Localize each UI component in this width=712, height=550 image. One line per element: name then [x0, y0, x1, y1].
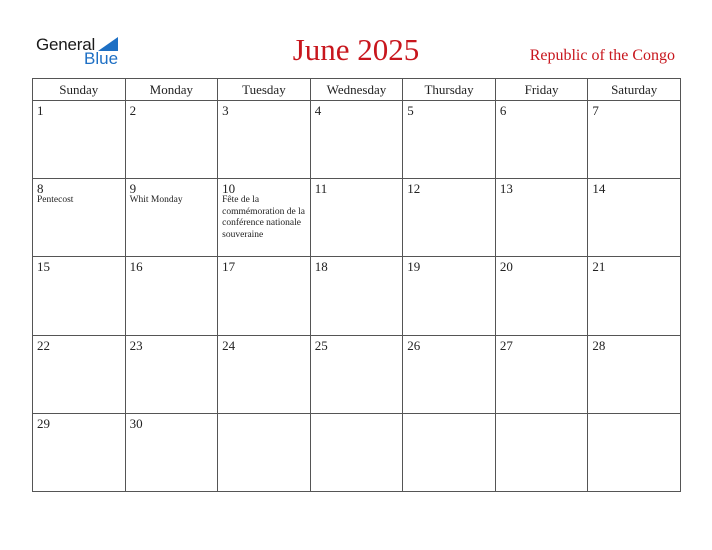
day-number: 17 [222, 259, 236, 275]
day-cell-content [33, 101, 125, 178]
day-cell [310, 179, 403, 257]
day-cell-content [126, 257, 218, 334]
logo-text-blue: Blue [84, 49, 119, 68]
week-row [33, 101, 681, 179]
day-cell-content [126, 414, 218, 491]
day-number: 10 [222, 181, 236, 197]
day-cell [310, 335, 403, 413]
day-cell-content [33, 414, 125, 491]
day-cell [218, 257, 311, 335]
day-number: 30 [129, 415, 143, 431]
day-number: 7 [592, 103, 599, 118]
day-cell-content [311, 101, 403, 178]
day-number: 3 [222, 103, 229, 118]
day-cell [125, 335, 218, 413]
day-number: 26 [407, 337, 421, 353]
day-cell-content [126, 179, 218, 256]
day-cell-content [311, 179, 403, 256]
day-number: 15 [37, 259, 50, 275]
day-cell [588, 335, 681, 413]
day-cell-content [588, 179, 680, 256]
week-row [33, 413, 681, 491]
day-number: 14 [592, 181, 606, 197]
day-cell-content [218, 414, 310, 491]
day-cell-content [588, 257, 680, 334]
week-row [33, 179, 681, 257]
holiday-label: Pentecost [37, 195, 74, 206]
day-cell [33, 335, 126, 413]
day-cell-content [588, 101, 680, 178]
day-number: 23 [129, 337, 143, 353]
day-cell [33, 179, 126, 257]
day-cell [310, 257, 403, 335]
day-cell [125, 179, 218, 257]
day-number: 18 [314, 259, 328, 275]
day-number: 24 [222, 337, 236, 353]
day-number: 25 [314, 337, 328, 353]
day-number: 4 [314, 103, 322, 118]
day-number: 22 [37, 337, 50, 353]
day-cell [588, 413, 681, 491]
day-cell-content [218, 101, 310, 178]
day-cell-content [126, 336, 218, 413]
day-cell [218, 413, 311, 491]
holiday-label: Whit Monday [129, 195, 183, 206]
day-number: 27 [499, 337, 513, 353]
day-cell-content [588, 336, 680, 413]
weekday-header: Friday [495, 79, 588, 101]
day-cell [495, 257, 588, 335]
day-cell-content [311, 414, 403, 491]
day-cell [218, 101, 311, 179]
day-cell-content [403, 101, 495, 178]
day-cell-content [496, 414, 588, 491]
calendar-grid [32, 78, 681, 492]
day-number: 29 [37, 415, 50, 431]
day-cell [403, 257, 496, 335]
day-number: 16 [129, 259, 143, 275]
day-number: 21 [592, 259, 606, 275]
day-cell-content [496, 257, 588, 334]
country-name: Republic of the Congo [529, 47, 675, 64]
day-cell [588, 101, 681, 179]
day-cell-content [218, 179, 310, 256]
day-cell [218, 179, 311, 257]
day-cell [403, 179, 496, 257]
weekday-header-row [33, 79, 681, 101]
day-cell [33, 257, 126, 335]
week-row [33, 257, 681, 335]
day-number: 6 [499, 103, 507, 118]
day-cell [125, 413, 218, 491]
day-cell [588, 257, 681, 335]
day-cell [588, 179, 681, 257]
day-number: 28 [592, 337, 606, 353]
day-cell [218, 335, 311, 413]
day-cell [33, 413, 126, 491]
day-number: 2 [129, 103, 137, 118]
day-cell [495, 335, 588, 413]
weekday-header: Saturday [588, 79, 681, 101]
day-cell-content [496, 179, 588, 256]
day-cell [403, 413, 496, 491]
day-cell-content [403, 336, 495, 413]
calendar-body [33, 101, 681, 492]
day-cell-content [403, 257, 495, 334]
logo-text-general: General [36, 35, 96, 54]
day-cell-content [33, 257, 125, 334]
weekday-header: Monday [125, 79, 218, 101]
day-cell-content [311, 336, 403, 413]
day-cell [125, 257, 218, 335]
holiday-label: Fête de la commémoration de la conférence nationale souveraine [222, 195, 305, 240]
day-number: 12 [407, 181, 421, 197]
day-cell [495, 413, 588, 491]
day-cell [495, 101, 588, 179]
day-cell [310, 101, 403, 179]
day-cell [403, 335, 496, 413]
day-cell-content [496, 336, 588, 413]
day-cell [403, 101, 496, 179]
calendar-title: June 2025 [292, 32, 420, 67]
day-cell [310, 413, 403, 491]
day-cell-content [126, 101, 218, 178]
day-cell [33, 101, 126, 179]
weekday-header: Tuesday [218, 79, 311, 101]
day-cell-content [403, 179, 495, 256]
day-cell-content [33, 179, 125, 256]
weekday-header: Sunday [33, 79, 126, 101]
weekday-header: Thursday [403, 79, 496, 101]
day-number: 5 [407, 103, 414, 118]
day-cell-content [403, 414, 495, 491]
week-row [33, 335, 681, 413]
day-cell-content [311, 257, 403, 334]
day-cell-content [218, 257, 310, 334]
day-number: 13 [499, 181, 513, 197]
day-cell [495, 179, 588, 257]
day-cell-content [588, 414, 680, 491]
day-cell [125, 101, 218, 179]
day-number: 20 [499, 259, 513, 275]
day-cell-content [218, 336, 310, 413]
day-cell-content [496, 101, 588, 178]
day-number: 9 [129, 181, 137, 197]
day-number: 19 [407, 259, 421, 275]
weekday-header: Wednesday [310, 79, 403, 101]
day-cell-content [33, 336, 125, 413]
day-number: 11 [314, 181, 328, 197]
day-number: 8 [37, 181, 44, 197]
day-number: 1 [37, 103, 44, 118]
